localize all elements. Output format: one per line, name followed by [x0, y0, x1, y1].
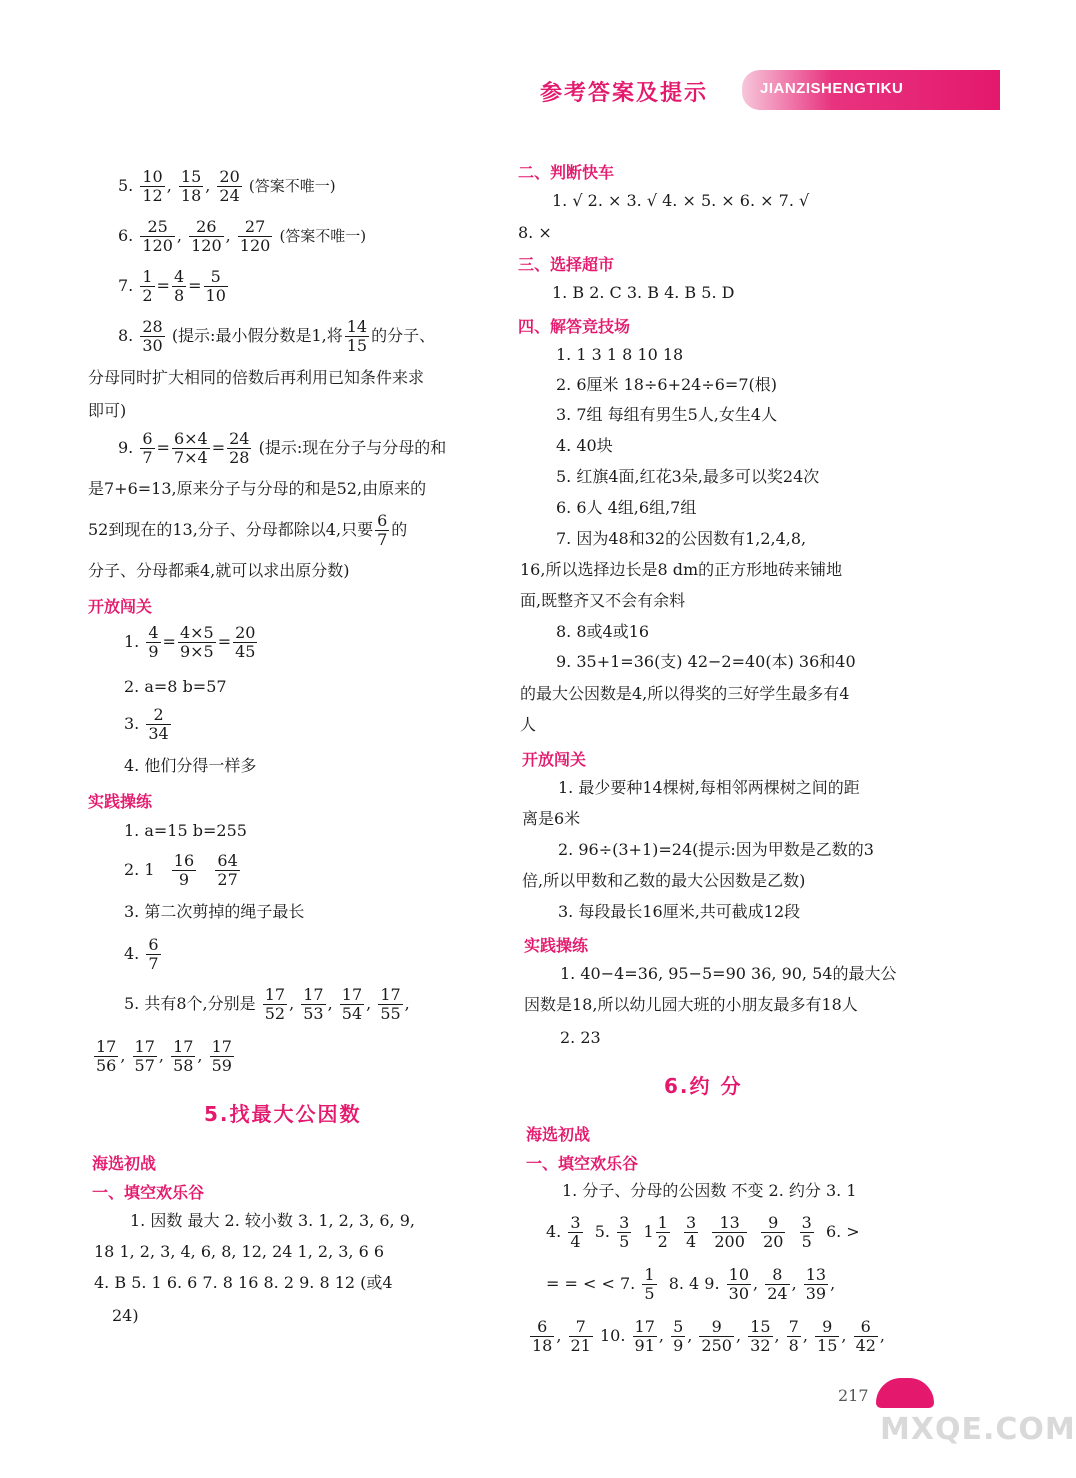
section-judge: 二、判断快车 — [518, 163, 615, 182]
fill-right-line1: 1. 分子、分母的公因数 不变 2. 约分 3. 1 — [562, 1181, 857, 1200]
solve-7-line3: 面,既整齐又不会有余料 — [520, 591, 686, 610]
practice-right-2: 2. 23 — [560, 1028, 601, 1047]
solve-4: 4. 40块 — [556, 436, 613, 455]
chapter-6-title: 6.约 分 — [664, 1074, 743, 1098]
practice-answer-5-row2: $\frac{17}{56}$ , $\frac{17}{57}$ , $\frac{17}{58}$ , $\frac{17}{59}$ — [96, 1037, 232, 1075]
solve-8: 8. 8或4或16 — [556, 622, 650, 641]
solve-9-line3: 人 — [520, 715, 537, 734]
answer-9-line2: 是7+6=13,原来分子与分母的和是52,由原来的 — [88, 479, 427, 498]
fill-left-line1: 1. 因数 最大 2. 较小数 3. 1, 2, 3, 6, 9, — [130, 1211, 415, 1230]
solve-5: 5. 红旗4面,红花3朵,最多可以奖24次 — [556, 467, 820, 486]
fill-right-line2: 4. $\frac{3}{4}$ 5. $\frac{3}{5}$ 1 $\frac{1}{2}$ $\frac{3}{4}$ $\frac{13}{200}$ $\frac{9}{20}$ $\frac{3}{5}$ 6. > — [546, 1213, 860, 1251]
section-fill-right: 一、填空欢乐谷 — [526, 1154, 639, 1173]
open-right-2b: 倍,所以甲数和乙数的最大公因数是乙数) — [522, 871, 806, 890]
section-choose: 三、选择超市 — [518, 255, 615, 274]
section-practice-right: 实践操练 — [524, 936, 589, 955]
open-right-3: 3. 每段最长16厘米,共可截成12段 — [558, 902, 801, 921]
open-right-1a: 1. 最少要种14棵树,每相邻两棵树之间的距 — [558, 778, 860, 797]
solve-6: 6. 6人 4组,6组,7组 — [556, 498, 697, 517]
solve-7-line1: 7. 因为48和32的公因数有1,2,4,8, — [556, 529, 807, 548]
answer-8-line3: 即可) — [88, 401, 127, 420]
section-practice-left: 实践操练 — [88, 792, 153, 811]
answer-5: 5. $\frac{10}{12}$ , $\frac{15}{18}$ , $\frac{20}{24}$ (答案不唯一) — [118, 167, 336, 205]
open-answer-4: 4. 他们分得一样多 — [124, 756, 257, 775]
section-open-left: 开放闯关 — [88, 597, 153, 616]
solve-1: 1. 1 3 1 8 10 18 — [556, 345, 684, 364]
solve-9-line1: 9. 35+1=36(支) 42−2=40(本) 36和40 — [556, 652, 856, 671]
answer-8: 8. $\frac{28}{30}$ (提示:最小假分数是1,将 $\frac{14}{15}$ 的分子、 — [118, 317, 436, 355]
practice-right-1a: 1. 40−4=36, 95−5=90 36, 90, 54的最大公 — [560, 964, 897, 983]
section-sea-right: 海选初战 — [526, 1125, 591, 1144]
page-corner-badge — [876, 1378, 934, 1408]
practice-answer-4: 4. $\frac{6}{7}$ — [124, 935, 159, 973]
practice-answer-1: 1. a=15 b=255 — [124, 821, 247, 840]
practice-right-1b: 因数是18,所以幼儿园大班的小朋友最多有18人 — [524, 995, 858, 1014]
answer-6: 6. $\frac{25}{120}$ , $\frac{26}{120}$ , $\frac{27}{120}$ (答案不唯一) — [118, 217, 367, 255]
fill-right-line4: $\frac{6}{18}$ , $\frac{7}{21}$ 10. $\frac{17}{91}$ , $\frac{5}{9}$ , $\frac{9}{250}$ , $\frac{15}{32}$ , $\frac{7}{8}$ , $\frac{9}{15}$ , $\frac{6}{42}$ , — [532, 1317, 886, 1355]
header-brand: JIANZISHENGTIKU — [760, 80, 904, 97]
solve-2: 2. 6厘米 18÷6+24÷6=7(根) — [556, 375, 777, 394]
solve-7-line2: 16,所以选择边长是8 dm的正方形地砖来铺地 — [520, 560, 843, 579]
answer-9-line4: 分子、分母都乘4,就可以求出原分数) — [88, 561, 350, 580]
practice-answer-5: 5. 共有8个,分别是 $\frac{17}{52}$ , $\frac{17}{53}$ , $\frac{17}{54}$ , $\frac{17}{55}$ , — [124, 985, 410, 1023]
section-sea-left: 海选初战 — [92, 1154, 157, 1173]
section-open-right: 开放闯关 — [522, 750, 587, 769]
answer-9: 9. $\frac{6}{7}$ = $\frac{6\times 4}{7\times 4}$ = $\frac{24}{28}$ (提示:现在分子与分母的和 — [118, 429, 447, 467]
fill-left-line2: 18 1, 2, 3, 4, 6, 8, 12, 24 1, 2, 3, 6 6 — [94, 1242, 385, 1261]
fill-right-line3: = = < < 7. $\frac{1}{5}$ 8. 4 9. $\frac{10}{30}$ , $\frac{8}{24}$ , $\frac{13}{39}$ , — [546, 1265, 836, 1303]
page-header — [0, 70, 1000, 116]
chapter-5-title: 5.找最大公因数 — [204, 1102, 362, 1126]
fill-left-line3: 4. B 5. 1 6. 6 7. 8 16 8. 2 9. 8 12 (或4 — [94, 1273, 393, 1292]
header-title: 参考答案及提示 — [540, 81, 709, 106]
answer-8-line2: 分母同时扩大相同的倍数后再利用已知条件来求 — [88, 368, 425, 387]
watermark: MXQE.COM — [880, 1412, 1076, 1447]
fill-left-line4: 24) — [112, 1306, 139, 1325]
choose-line1: 1. B 2. C 3. B 4. B 5. D — [552, 283, 735, 302]
judge-line1: 1. √ 2. × 3. √ 4. × 5. × 6. × 7. √ — [552, 191, 810, 210]
solve-9-line2: 的最大公因数是4,所以得奖的三好学生最多有4 — [520, 684, 850, 703]
practice-answer-3: 3. 第二次剪掉的绳子最长 — [124, 902, 305, 921]
answer-7: 7. $\frac{1}{2}$ = $\frac{4}{8}$ = $\frac{5}{10}$ — [118, 267, 226, 305]
section-fill-left: 一、填空欢乐谷 — [92, 1183, 205, 1202]
open-answer-3: 3. $\frac{2}{34}$ — [124, 705, 169, 743]
page-number: 217 — [838, 1386, 869, 1405]
judge-line2: 8. × — [518, 223, 552, 242]
open-right-1b: 离是6米 — [522, 809, 581, 828]
answer-9-line3: 52到现在的13,分子、分母都除以4,只要 $\frac{6}{7}$ 的 — [88, 511, 408, 549]
practice-answer-2: 2. 1 $\frac{16}{9}$ $\frac{64}{27}$ — [124, 851, 238, 889]
solve-3: 3. 7组 每组有男生5人,女生4人 — [556, 405, 778, 424]
open-answer-2: 2. a=8 b=57 — [124, 677, 227, 696]
section-solve: 四、解答竞技场 — [518, 317, 631, 336]
open-answer-1: 1. $\frac{4}{9}$ = $\frac{4\times 5}{9\times 5}$ = $\frac{20}{45}$ — [124, 623, 256, 661]
open-right-2a: 2. 96÷(3+1)=24(提示:因为甲数是乙数的3 — [558, 840, 874, 859]
